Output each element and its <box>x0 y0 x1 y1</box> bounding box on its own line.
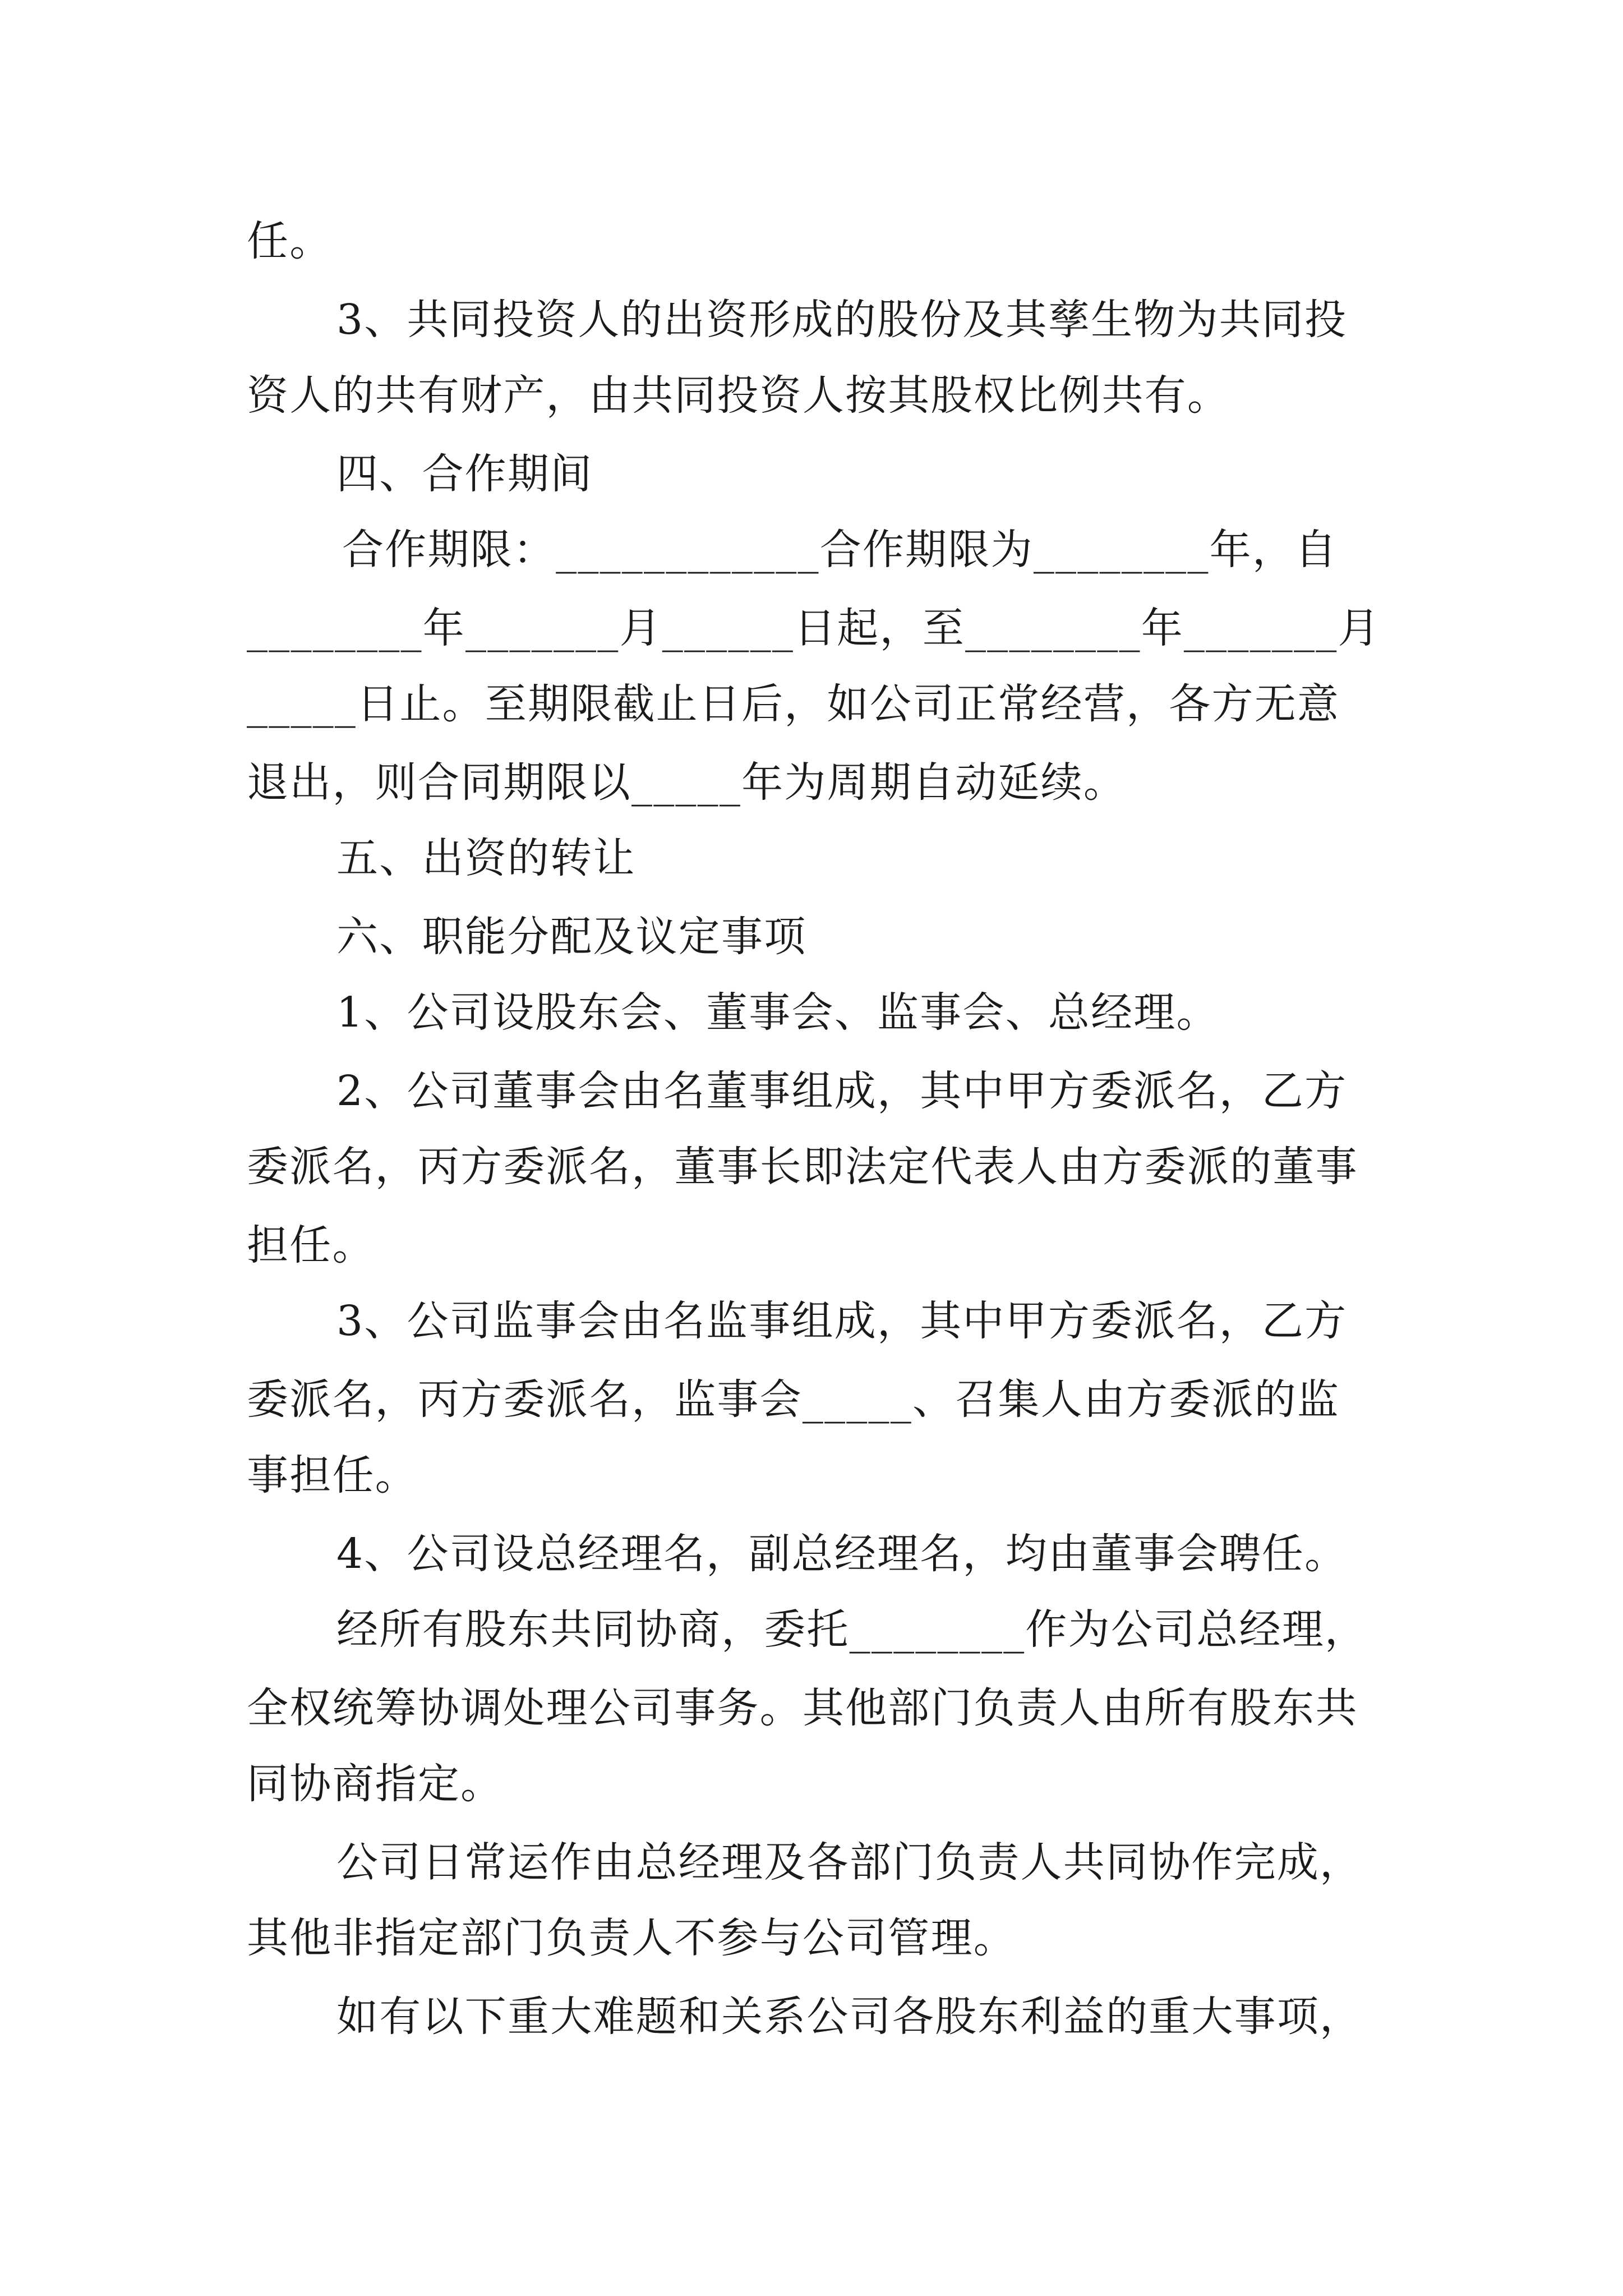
paragraph-line: _____日止。至期限截止日后，如公司正常经营，各方无意 <box>247 680 1340 728</box>
paragraph-line: 担任。 <box>247 1221 375 1269</box>
paragraph-line: 经所有股东共同协商，委托________作为公司总经理， <box>336 1605 1368 1654</box>
paragraph-line: 其他非指定部门负责人不参与公司管理。 <box>247 1914 1016 1962</box>
paragraph-line: 3、公司监事会由名监事组成，其中甲方委派名，乙方 <box>336 1297 1348 1345</box>
paragraph-line: 如有以下重大难题和关系公司各股东利益的重大事项， <box>336 1993 1363 2041</box>
paragraph-line: 全权统筹协调处理公司事务。其他部门负责人由所有股东共 <box>247 1684 1358 1732</box>
paragraph-line: 同协商指定。 <box>247 1760 504 1808</box>
paragraph-line: 资人的共有财产，由共同投资人按其股权比例共有。 <box>247 371 1230 420</box>
section-heading: 四、合作期间 <box>336 450 593 498</box>
paragraph-line: 1、公司设股东会、董事会、监事会、总经理。 <box>336 988 1219 1037</box>
paragraph-line: 4、公司设总经理名，副总经理名，均由董事会聘任。 <box>336 1530 1348 1578</box>
paragraph-line: 公司日常运作由总经理及各部门负责人共同协作完成， <box>336 1838 1363 1887</box>
paragraph-line: 委派名，丙方委派名，监事会_____、召集人由方委派的监 <box>247 1375 1340 1424</box>
section-heading: 五、出资的转让 <box>336 834 636 882</box>
paragraph-line: ________年_______月______日起，至________年_______月 <box>247 604 1381 652</box>
paragraph-line: 2、公司董事会由名董事组成，其中甲方委派名，乙方 <box>336 1067 1348 1115</box>
paragraph-line: 退出，则合同期限以_____年为周期自动延续。 <box>247 758 1127 807</box>
paragraph-line: 委派名，丙方委派名，董事长即法定代表人由方委派的董事 <box>247 1143 1358 1191</box>
paragraph-line: 事担任。 <box>247 1451 418 1499</box>
paragraph-line: 3、共同投资人的出资形成的股份及其孳生物为共同投 <box>336 296 1348 344</box>
paragraph-line: 合作期限：____________合作期限为________年，自 <box>342 526 1338 574</box>
section-heading: 六、职能分配及议定事项 <box>336 913 807 961</box>
paragraph-line: 任。 <box>247 217 333 265</box>
